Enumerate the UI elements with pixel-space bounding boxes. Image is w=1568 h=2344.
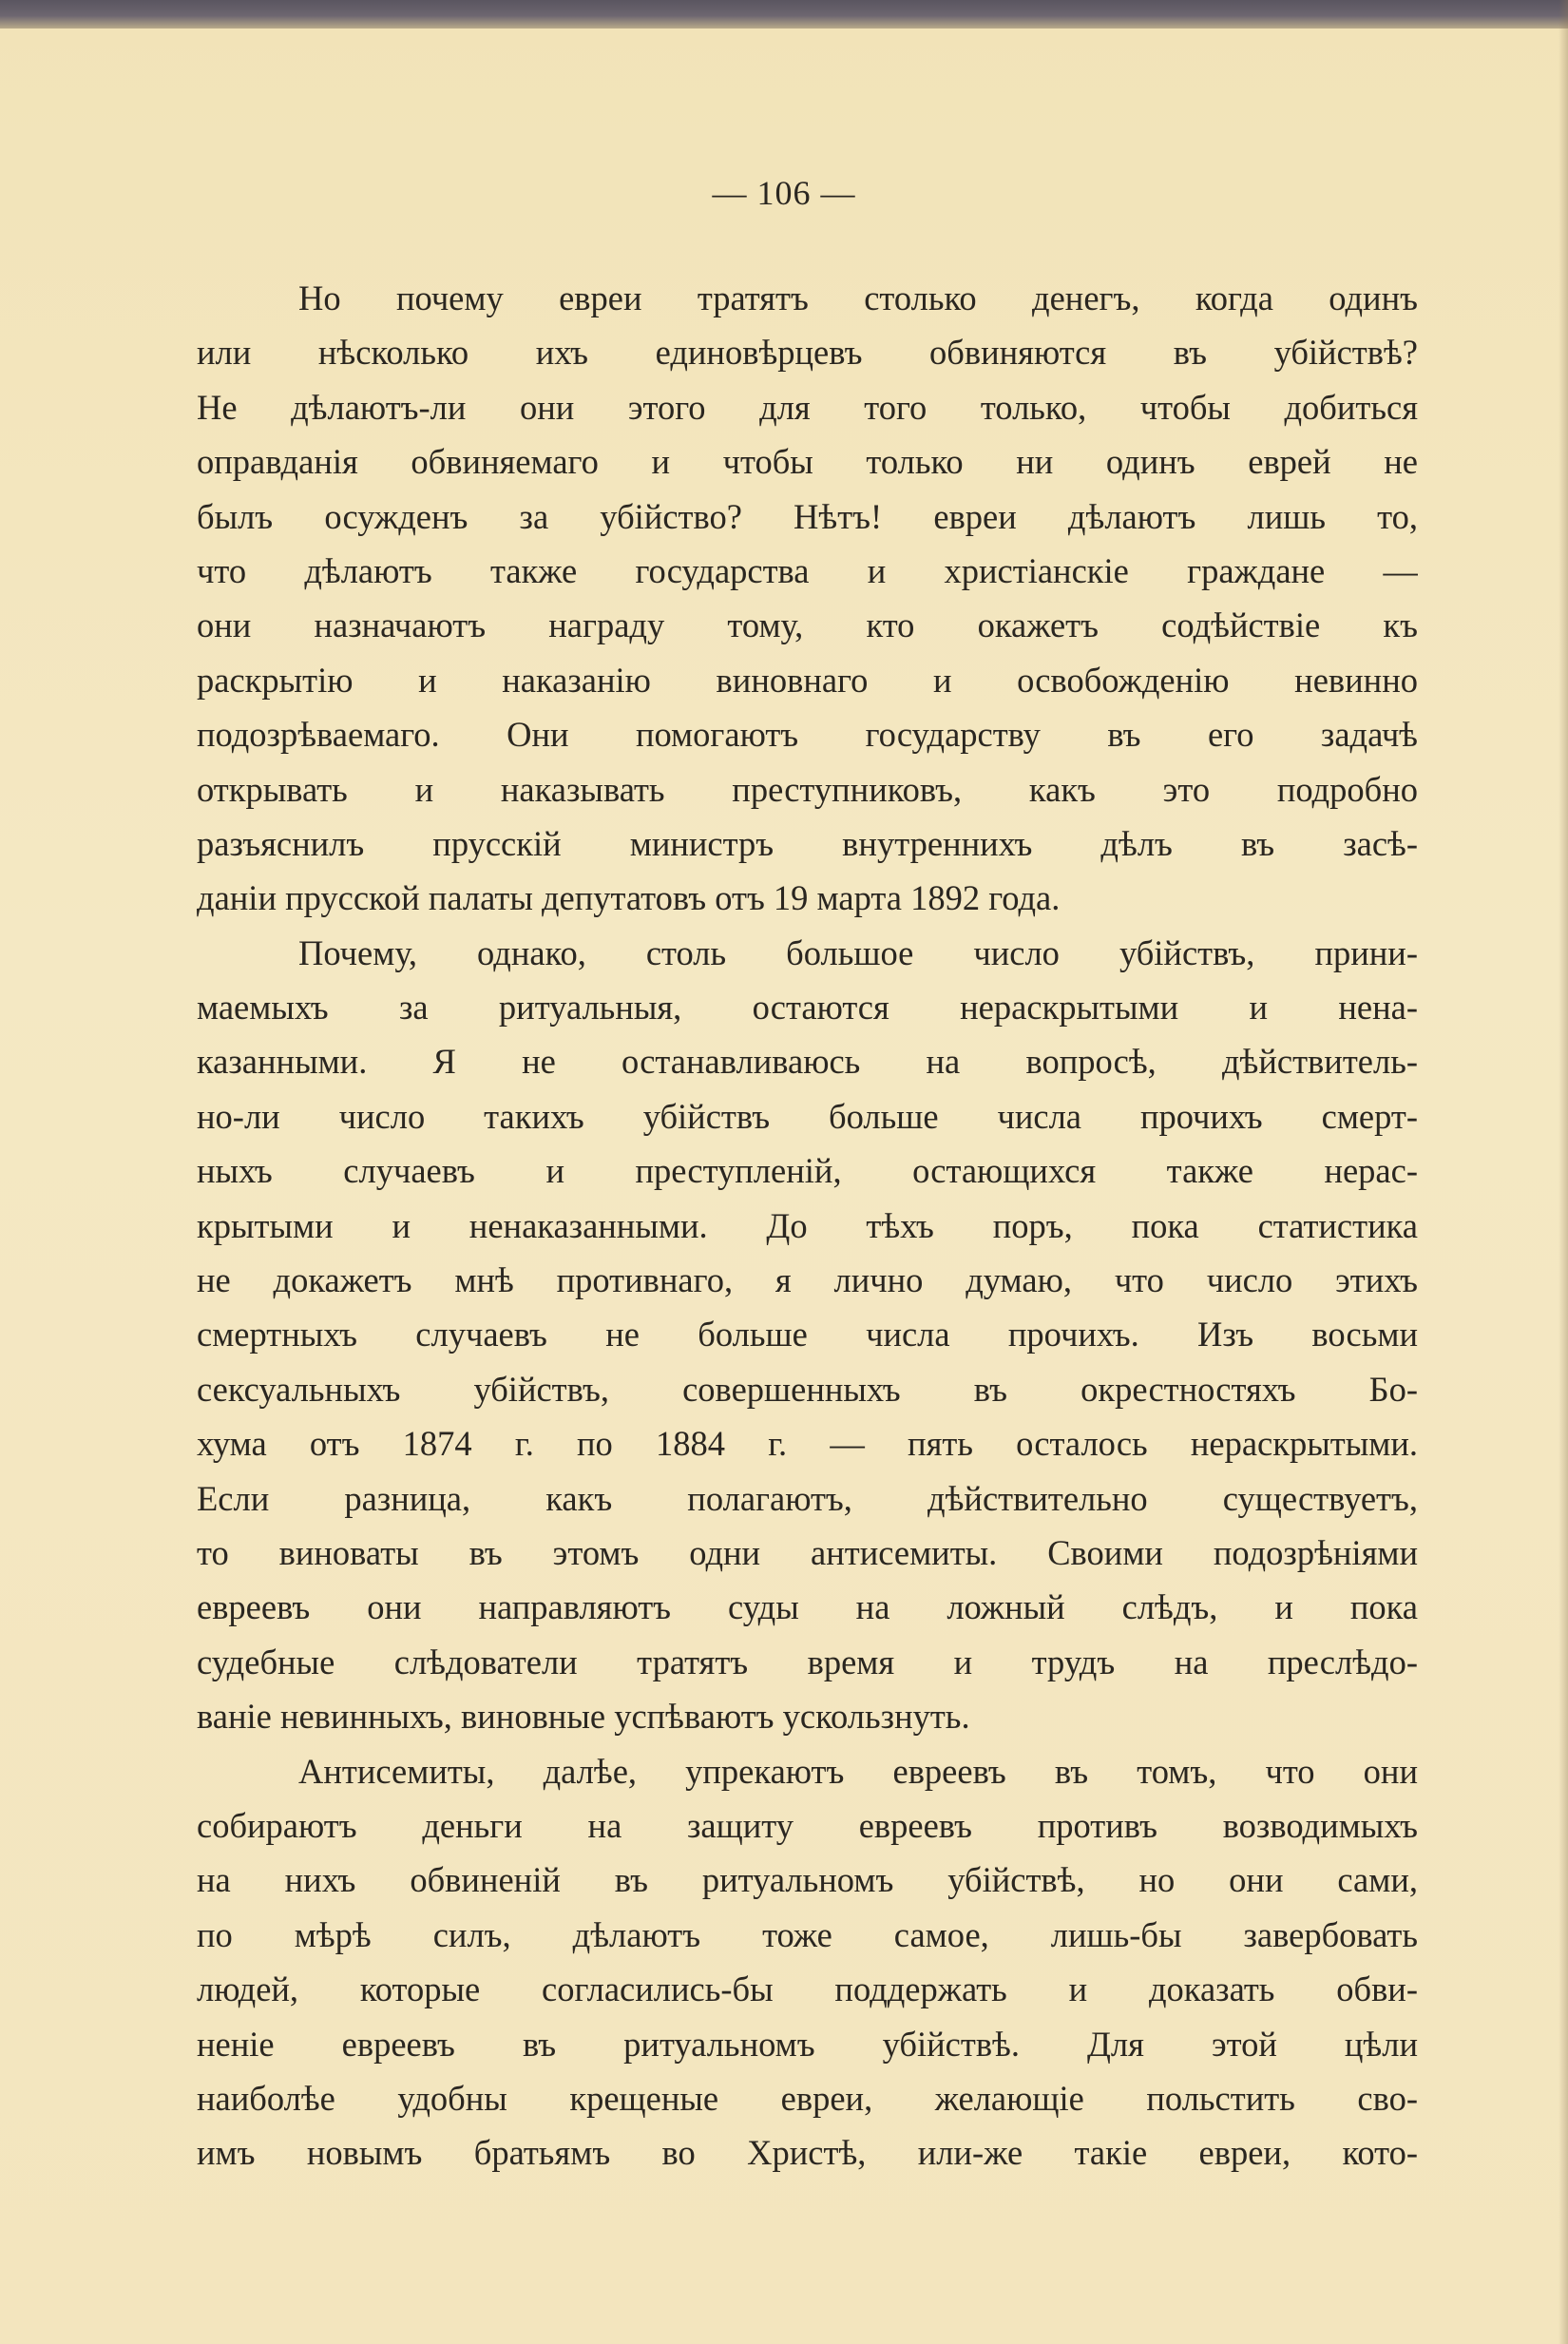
text-line: хума отъ 1874 г. по 1884 г. — пять осталось нераскрытыми. bbox=[197, 1424, 1418, 1464]
text-line: людей, которые согласились-бы поддержать и доказать обви- bbox=[197, 1969, 1418, 2009]
text-line: маемыхъ за ритуальныя, остаются нераскрытыми и нена- bbox=[197, 988, 1418, 1028]
text-line: подозрѣваемаго. Они помогаютъ государству въ его задачѣ bbox=[197, 715, 1418, 755]
text-line: оправданія обвиняемаго и чтобы только ни одинъ еврей не bbox=[197, 442, 1418, 482]
text-line: раскрытію и наказанію виновнаго и освобожденію невинно bbox=[197, 660, 1418, 700]
page-number: — 106 — bbox=[712, 174, 856, 212]
text-line: открывать и наказывать преступниковъ, какъ это подробно bbox=[197, 769, 1418, 809]
text-line: судебные слѣдователи тратятъ время и трудъ на преслѣдо- bbox=[197, 1642, 1418, 1681]
text-line: или нѣсколько ихъ единовѣрцевъ обвиняются въ убійствѣ? bbox=[197, 333, 1418, 373]
text-line: Если разница, какъ полагаютъ, дѣйствительно существуетъ, bbox=[197, 1478, 1418, 1518]
text-line: по мѣрѣ силъ, дѣлаютъ тоже самое, лишь-бы завербовать bbox=[197, 1914, 1418, 1954]
text-line: евреевъ они направляютъ суды на ложный слѣдъ, и пока bbox=[197, 1587, 1418, 1627]
scan-top-border bbox=[0, 0, 1568, 29]
text-line: Почему, однако, столь большое число убійствъ, прини- bbox=[298, 932, 1418, 972]
body-text bbox=[197, 271, 1418, 2181]
text-line: разъяснилъ прусскій министръ внутреннихъ дѣлъ въ засѣ- bbox=[197, 823, 1418, 863]
text-line: на нихъ обвиненій въ ритуальномъ убійствѣ, но они сами, bbox=[197, 1860, 1418, 1900]
text-line: они назначаютъ награду тому, кто окажетъ содѣйствіе къ bbox=[197, 605, 1418, 645]
text-line: ныхъ случаевъ и преступленій, остающихся также нерас- bbox=[197, 1151, 1418, 1191]
text-line: Антисемиты, далѣе, упрекаютъ евреевъ въ томъ, что они bbox=[298, 1751, 1418, 1791]
text-line: сексуальныхъ убійствъ, совершенныхъ въ окрестностяхъ Бо- bbox=[197, 1369, 1418, 1409]
text-line: имъ новымъ братьямъ во Христѣ, или-же такіе евреи, кото- bbox=[197, 2133, 1418, 2173]
text-line: Но почему евреи тратятъ столько денегъ, когда одинъ bbox=[298, 279, 1418, 317]
text-line: смертныхъ случаевъ не больше числа прочихъ. Изъ восьми bbox=[197, 1315, 1418, 1355]
text-line: крытыми и ненаказанными. До тѣхъ поръ, пока статистика bbox=[197, 1205, 1418, 1245]
text-line: но-ли число такихъ убійствъ больше числа прочихъ смерт- bbox=[197, 1096, 1418, 1136]
text-line: что дѣлаютъ также государства и христіанскіе граждане — bbox=[197, 550, 1418, 590]
text-line: былъ осужденъ за убійство? Нѣтъ! евреи дѣлаютъ лишь то, bbox=[197, 496, 1418, 536]
text-line: то виноваты въ этомъ одни антисемиты. Своими подозрѣніями bbox=[197, 1532, 1418, 1572]
text-line: собираютъ деньги на защиту евреевъ противъ возводимыхъ bbox=[197, 1805, 1418, 1845]
text-line: не докажетъ мнѣ противнаго, я лично думаю, что число этихъ bbox=[197, 1260, 1418, 1300]
text-line: неніе евреевъ въ ритуальномъ убійствѣ. Для этой цѣли bbox=[197, 2024, 1418, 2064]
text-line: даніи прусской палаты депутатовъ отъ 19 марта 1892 года. bbox=[197, 878, 1061, 918]
text-line: ваніе невинныхъ, виновные успѣваютъ ускользнуть. bbox=[197, 1697, 970, 1737]
text-line: казанными. Я не останавливаюсь на вопросѣ, дѣйствитель- bbox=[197, 1042, 1418, 1082]
text-line: наиболѣе удобны крещеные евреи, желающіе польстить сво- bbox=[197, 2078, 1418, 2118]
scan-right-edge bbox=[1558, 0, 1568, 2344]
text-line: Не дѣлаютъ-ли они этого для того только, чтобы добиться bbox=[197, 387, 1418, 427]
